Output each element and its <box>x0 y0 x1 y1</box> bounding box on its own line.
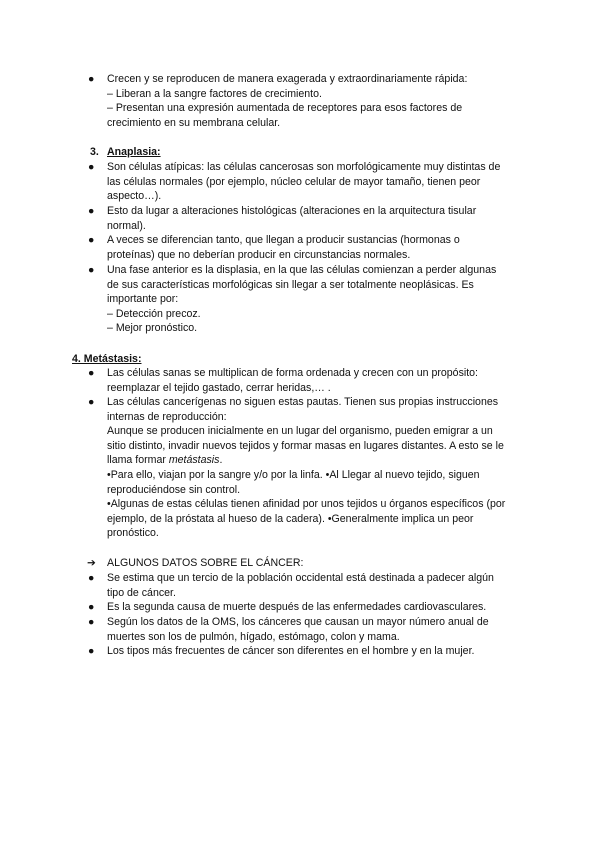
list-item <box>88 395 537 541</box>
text-line: las células normales (por ejemplo, núcleo celular de mayor tamaño, tienen peor <box>107 175 481 188</box>
list-item <box>88 615 537 644</box>
text-line: reproduciéndose sin control. <box>107 483 241 496</box>
bullet-icon: ● <box>88 264 95 276</box>
text-line: Las células sanas se multiplican de forma ordenada y crecen con un propósito: <box>107 367 478 379</box>
text-line: crecimiento en su membrana celular. <box>107 116 281 129</box>
list-item <box>88 600 537 615</box>
text-line: Son células atípicas: las células cancerosas son morfológicamente muy distintas de <box>107 161 501 173</box>
text-line: internas de reproducción: <box>107 410 227 423</box>
italic-term: metástasis <box>168 454 220 467</box>
list-item <box>88 72 537 130</box>
text-line: – Mejor pronóstico. <box>107 322 198 335</box>
bullet-icon: ● <box>88 616 95 628</box>
bullet-icon: ● <box>88 601 95 613</box>
text-line: Esto da lugar a alteraciones histológicas (alteraciones en la arquitectura tisular <box>107 205 477 217</box>
text-line: pronóstico. <box>107 527 159 540</box>
list-item <box>88 571 537 600</box>
text-line: ejemplo, de la próstata al hueso de la cadera). •Generalmente implica un peor <box>107 512 474 525</box>
text-line: muertes son los de pulmón, hígado, estómago, colon y mama. <box>107 630 400 643</box>
list-item <box>88 263 537 336</box>
bullet-icon: ● <box>88 161 95 173</box>
section-heading-metastasis: 4. Metástasis: <box>72 353 142 365</box>
datos-heading <box>87 556 304 571</box>
section-number: 3. <box>90 146 99 158</box>
text-line: sitio distinto, invadir nuevos tejidos y formar masas en lugares distantes. A esto se le <box>107 439 504 452</box>
text-line: Se estima que un tercio de la población occidental está destinada a padecer algún <box>107 572 494 584</box>
section-heading-anaplasia <box>90 145 161 160</box>
text-line: Una fase anterior es la displasia, en la que las células comienzan a perder algunas <box>107 264 497 276</box>
text-line <box>107 453 537 468</box>
text-fragment: llama formar <box>107 454 169 467</box>
datos-heading-text: ALGUNOS DATOS SOBRE EL CÁNCER: <box>107 557 304 569</box>
text-line: normal). <box>107 219 146 232</box>
bullet-icon: ● <box>88 645 95 657</box>
text-line: Según los datos de la OMS, los cánceres que causan un mayor número anual de <box>107 616 489 628</box>
text-line: •Para ello, viajan por la sangre y/o por la linfa. •Al Llegar al nuevo tejido, siguen <box>107 468 480 481</box>
bullet-icon: ● <box>88 205 95 217</box>
text-line: – Liberan a la sangre factores de crecimiento. <box>107 87 322 100</box>
text-line: •Algunas de estas células tienen afinidad por unos tejidos u órganos específicos (por <box>107 498 506 511</box>
text-line: reemplazar el tejido gastado, cerrar heridas,… . <box>107 381 331 394</box>
text-fragment: . <box>219 454 223 467</box>
bullet-icon: ● <box>88 367 95 379</box>
text-line: – Detección precoz. <box>107 307 201 320</box>
text-line: – Presentan una expresión aumentada de receptores para esos factores de <box>107 102 463 115</box>
bullet-icon: ● <box>88 396 95 408</box>
list-item <box>88 160 537 204</box>
bullet-icon: ● <box>88 234 95 246</box>
text-line: proteínas) que no deberían producir en circunstancias normales. <box>107 248 411 261</box>
bullet-icon: ● <box>88 572 95 584</box>
section-title: Anaplasia: <box>107 146 161 158</box>
list-item <box>88 644 537 659</box>
bullet-icon: ● <box>88 73 95 85</box>
list-item <box>88 366 537 395</box>
arrow-right-icon: ➔ <box>87 557 96 569</box>
list-item <box>88 204 537 233</box>
text-line: Los tipos más frecuentes de cáncer son diferentes en el hombre y en la mujer. <box>107 645 475 657</box>
text-line: Aunque se producen inicialmente en un lugar del organismo, pueden emigrar a un <box>107 425 493 438</box>
text-line: importante por: <box>107 293 179 306</box>
text-line: tipo de cáncer. <box>107 586 176 599</box>
text-line: A veces se diferencian tanto, que llegan a producir sustancias (hormonas o <box>107 234 460 246</box>
text-line: de sus características morfológicas sin llegar a ser totalmente neoplásicas. Es <box>107 278 474 291</box>
text-line: Crecen y se reproducen de manera exagerada y extraordinariamente rápida: <box>107 73 468 85</box>
list-item <box>88 233 537 262</box>
text-line: Es la segunda causa de muerte después de las enfermedades cardiovasculares. <box>107 601 487 613</box>
text-line: aspecto…). <box>107 190 162 203</box>
text-line: Las células cancerígenas no siguen estas pautas. Tienen sus propias instrucciones <box>107 396 499 408</box>
